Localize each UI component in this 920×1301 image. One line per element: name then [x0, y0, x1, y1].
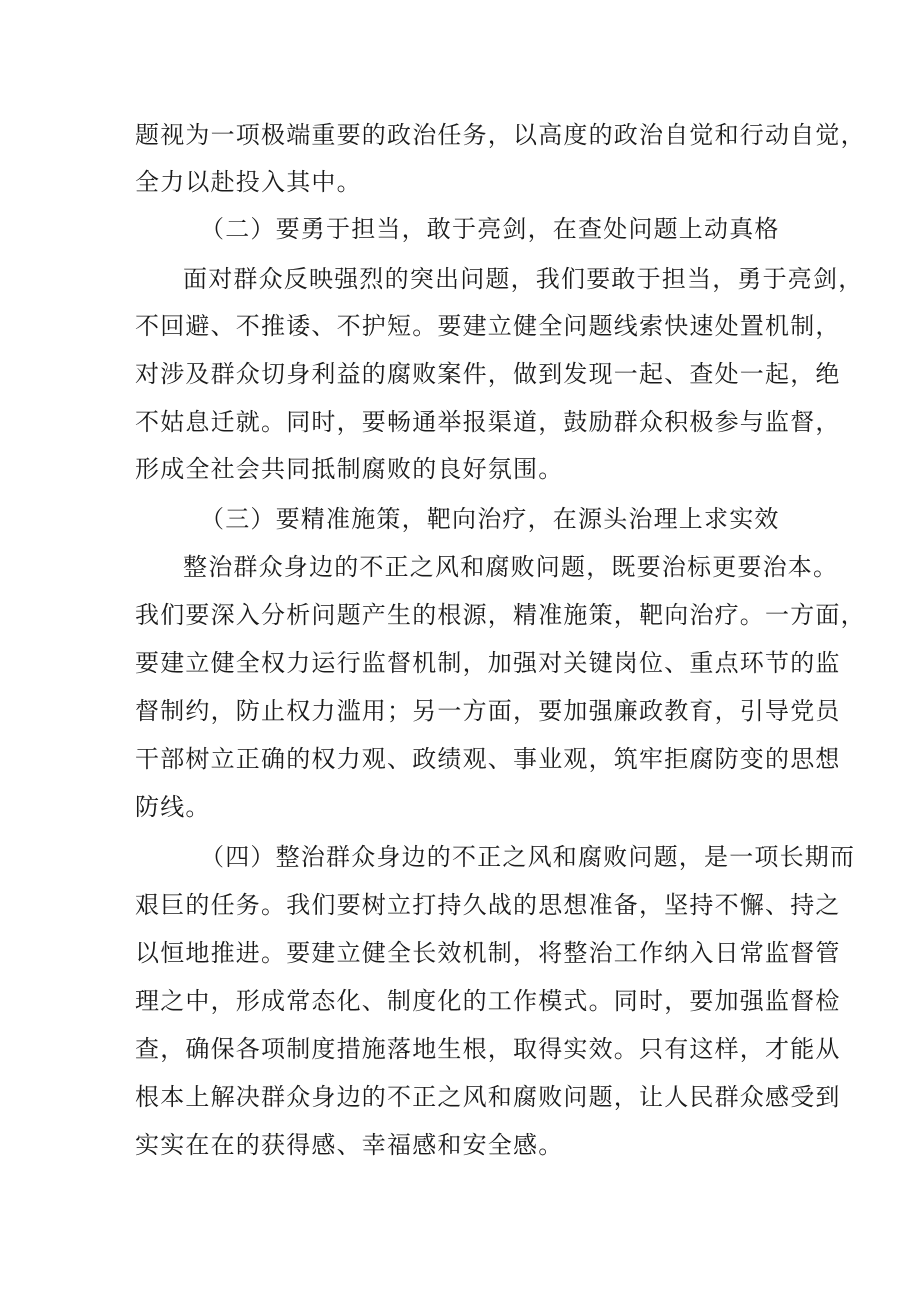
text-line: 对涉及群众切身利益的腐败案件，做到发现一起、查处一起，绝	[135, 360, 841, 388]
section-heading: （四）整治群众身边的不正之风和腐败问题，是一项长期而	[200, 843, 856, 871]
text-line: 查，确保各项制度措施落地生根，取得实效。只有这样，才能从	[135, 1035, 841, 1063]
text-line: 面对群众反映强烈的突出问题，我们要敢于担当，勇于亮剑，	[183, 265, 864, 293]
text-line: 根本上解决群众身边的不正之风和腐败问题，让人民群众感受到	[135, 1083, 841, 1111]
text-line: 理之中，形成常态化、制度化的工作模式。同时，要加强监督检	[135, 987, 841, 1015]
text-line: 不回避、不推诿、不护短。要建立健全问题线索快速处置机制，	[135, 312, 841, 340]
text-line: 我们要深入分析问题产生的根源，精准施策，靶向治疗。一方面，	[135, 601, 866, 629]
text-line: 督制约，防止权力滥用；另一方面，要加强廉政教育，引导党员	[135, 697, 841, 725]
text-line: 整治群众身边的不正之风和腐败问题，既要治标更要治本。	[183, 553, 839, 581]
section-heading: （二）要勇于担当，敢于亮剑，在查处问题上动真格	[200, 215, 780, 243]
text-line: 实实在在的获得感、幸福感和安全感。	[135, 1131, 564, 1159]
text-line: 题视为一项极端重要的政治任务，以高度的政治自觉和行动自觉，	[135, 121, 866, 149]
text-line: 艰巨的任务。我们要树立打持久战的思想准备，坚持不懈、持之	[135, 891, 841, 919]
text-line: 全力以赴投入其中。	[135, 168, 362, 196]
text-line: 干部树立正确的权力观、政绩观、事业观，筑牢拒腐防变的思想	[135, 745, 841, 773]
text-line: 以恒地推进。要建立健全长效机制，将整治工作纳入日常监督管	[135, 939, 841, 967]
text-line: 要建立健全权力运行监督机制，加强对关键岗位、重点环节的监	[135, 649, 841, 677]
text-line: 不姑息迁就。同时，要畅通举报渠道，鼓励群众积极参与监督，	[135, 408, 841, 436]
section-heading: （三）要精准施策，靶向治疗，在源头治理上求实效	[200, 505, 780, 533]
text-line: 形成全社会共同抵制腐败的良好氛围。	[135, 455, 564, 483]
text-line: 防线。	[135, 793, 211, 821]
